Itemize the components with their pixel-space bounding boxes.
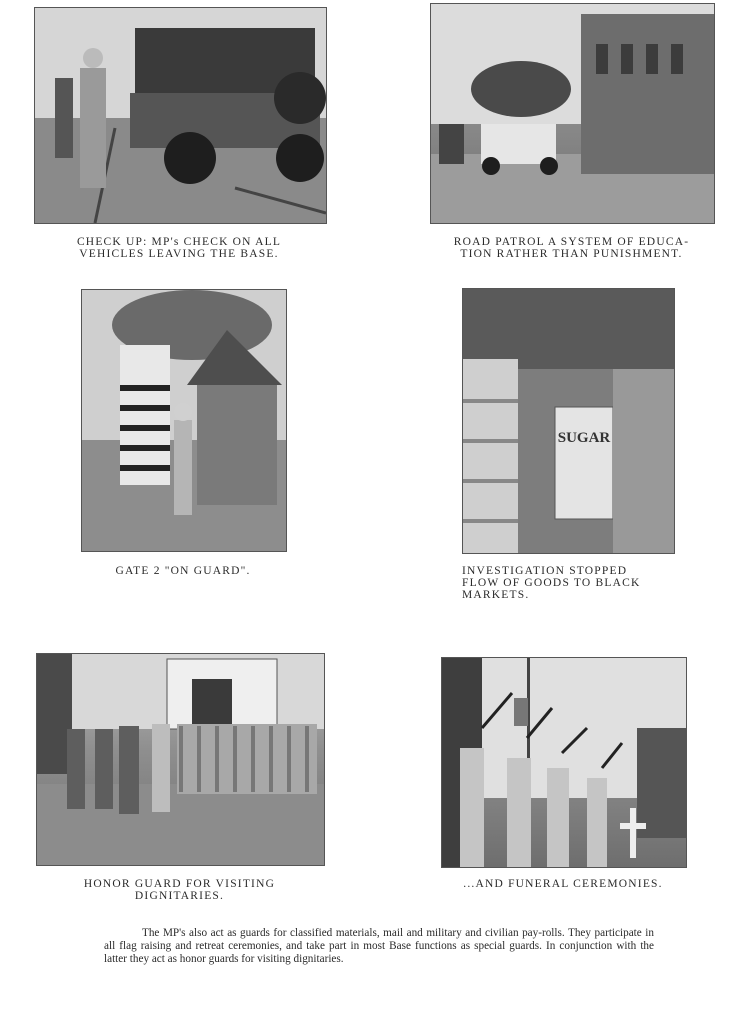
body-paragraph: The MP's also act as guards for classified materials, mail and military and civilian pay-rolls. They participate in all flag raising and retreat ceremonies, and take part in most Base functions as special guards. In conjunction with the latter they act as honor guards for visiting dignitaries. [104,927,654,965]
photo-gate-on-guard [81,289,287,552]
photo-road-patrol [430,3,715,224]
caption-investigation: INVESTIGATION STOPPED FLOW OF GOODS TO BLACK MARKETS. [462,565,641,601]
photo-funeral-ceremonies [441,657,687,868]
caption-funeral-ceremonies: ...AND FUNERAL CEREMONIES. [463,878,663,890]
caption-check-up: CHECK UP: MP's CHECK ON ALL VEHICLES LEAVING THE BASE. [76,236,282,260]
photo-honor-guard [36,653,325,866]
caption-gate-on-guard: GATE 2 "ON GUARD". [115,565,251,577]
photo-check-up [34,7,327,224]
caption-road-patrol: ROAD PATROL A SYSTEM OF EDUCA- TION RATHER THAN PUNISHMENT. [453,236,690,260]
sugar-sack-label: SUGAR [557,430,611,446]
photo-investigation [462,288,675,554]
caption-honor-guard: HONOR GUARD FOR VISITING DIGNITARIES. [83,878,276,902]
